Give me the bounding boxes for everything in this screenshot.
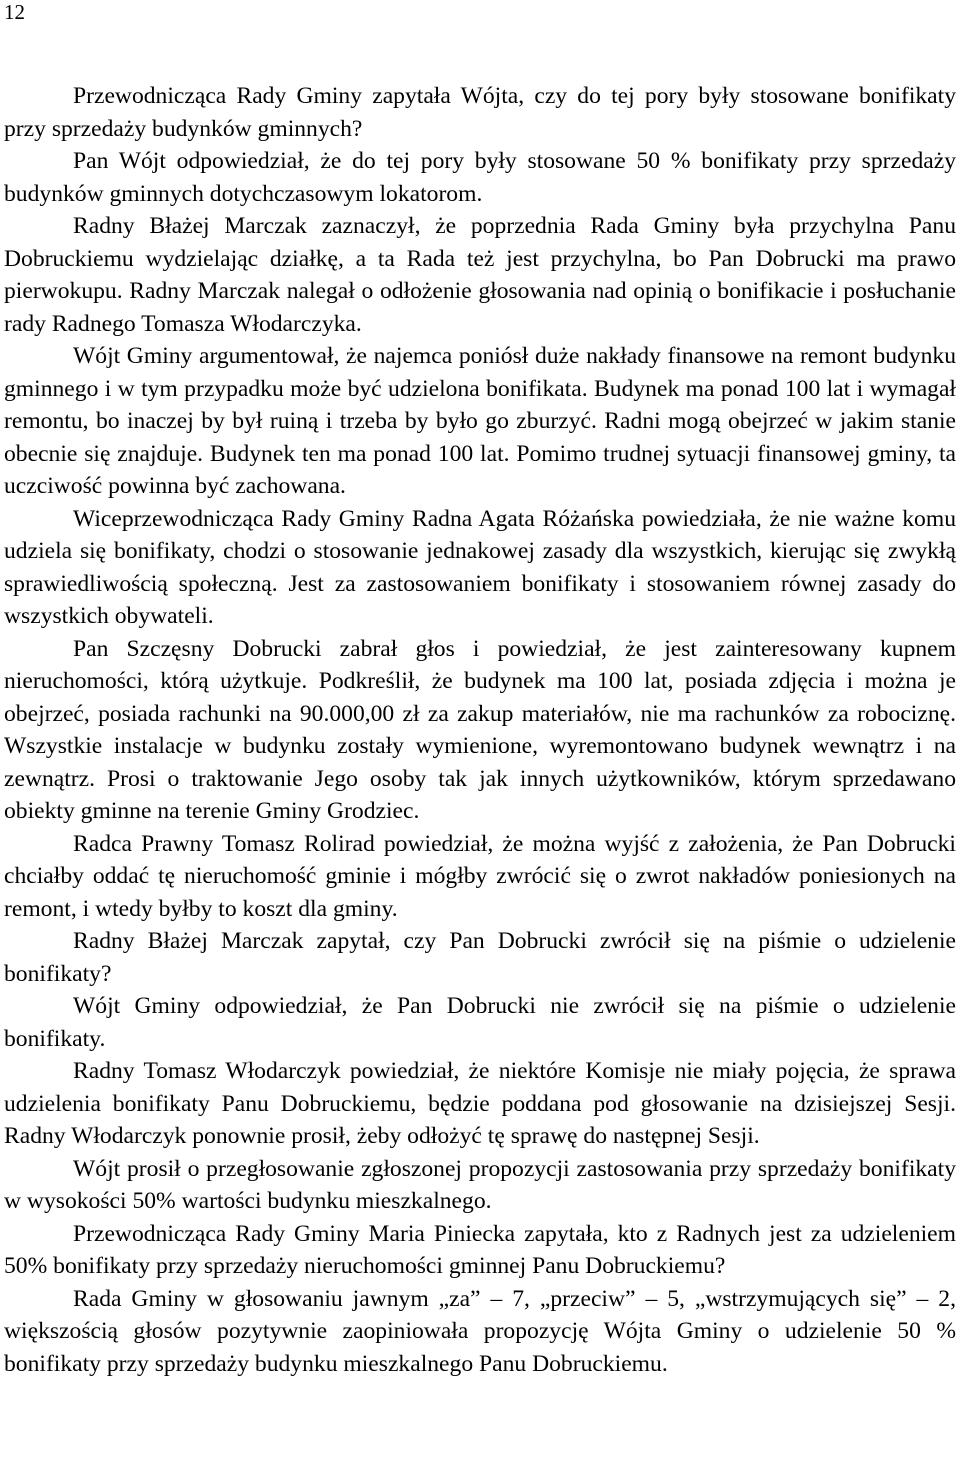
- page-number: 12: [4, 0, 25, 24]
- paragraph: Wójt Gminy argumentował, że najemca poniósł duże nakłady finansowe na remont budynku gminnego i w tym przypadku może być udzielona bonifikata. Budynek ma ponad 100 lat i wymagał remontu, bo inaczej by był ruiną i trzeba by było go zburzyć. Radni mogą obejrzeć w jakim stanie obecnie się znajduje. Budynek ten ma ponad 100 lat. Pomimo trudnej sytuacji finansowej gminy, ta uczciwość powinna być zachowana.: [4, 343, 956, 499]
- paragraph: Radca Prawny Tomasz Rolirad powiedział, że można wyjść z założenia, że Pan Dobrucki chciałby oddać tę nieruchomość gminie i mógłby zwrócić się o zwrot nakładów poniesionych na remont, i wtedy byłby to koszt dla gminy.: [4, 830, 956, 922]
- paragraph: Radny Tomasz Włodarczyk powiedział, że niektóre Komisje nie miały pojęcia, że sprawa udzielenia bonifikaty Panu Dobruckiemu, będzie poddana pod głosowanie na dzisiejszej Sesji. Radny Włodarczyk ponownie prosił, żeby odłożyć tę sprawę do następnej Sesji.: [4, 1058, 956, 1149]
- paragraph: Wiceprzewodnicząca Rady Gminy Radna Agata Różańska powiedziała, że nie ważne komu udziela się bonifikaty, chodzi o stosowanie jednakowej zasady dla wszystkich, kierując się zwykłą sprawiedliwością społeczną. Jest za zastosowaniem bonifikaty i stosowaniem równej zasady do wszystkich obywateli.: [4, 505, 956, 629]
- paragraph: Przewodnicząca Rady Gminy Maria Piniecka zapytała, kto z Radnych jest za udzieleniem 50% bonifikaty przy sprzedaży nieruchomości gminnej Panu Dobruckiemu?: [4, 1220, 956, 1279]
- paragraph: Rada Gminy w głosowaniu jawnym „za” – 7, „przeciw” – 5, „wstrzymujących się” – 2, większością głosów pozytywnie zaopiniowała propozycję Wójta Gminy o udzielenie 50 % bonifikaty przy sprzedaży budynku mieszkalnego Panu Dobruckiemu.: [4, 1285, 956, 1377]
- paragraph: Wójt Gminy odpowiedział, że Pan Dobrucki nie zwrócił się na piśmie o udzielenie bonifikaty.: [4, 993, 956, 1052]
- paragraph: Wójt prosił o przegłosowanie zgłoszonej propozycji zastosowania przy sprzedaży bonifikaty w wysokości 50% wartości budynku mieszkalnego.: [4, 1155, 956, 1214]
- paragraph: Pan Szczęsny Dobrucki zabrał głos i powiedział, że jest zainteresowany kupnem nieruchomości, którą użytkuje. Podkreślił, że budynek ma 100 lat, posiada zdjęcia i można je obejrzeć, posiada rachunki na 90.000,00 zł za zakup materiałów, nie ma rachunków za robociznę. Wszystkie instalacje w budynku zostały wymienione, wyremontowano budynek wewnątrz i na zewnątrz. Prosi o traktowanie Jego osoby tak jak innych użytkowników, którym sprzedawano obiekty gminne na terenie Gminy Grodziec.: [4, 635, 956, 824]
- paragraph: Pan Wójt odpowiedział, że do tej pory były stosowane 50 % bonifikaty przy sprzedaży budynków gminnych dotychczasowym lokatorom.: [4, 148, 956, 207]
- paragraph: Radny Błażej Marczak zapytał, czy Pan Dobrucki zwrócił się na piśmie o udzielenie bonifikaty?: [4, 928, 956, 987]
- document-body: [4, 80, 956, 1380]
- paragraph: Radny Błażej Marczak zaznaczył, że poprzednia Rada Gminy była przychylna Panu Dobruckiemu wydzielając działkę, a ta Rada też jest przychylna, bo Pan Dobrucki ma prawo pierwokupu. Radny Marczak nalegał o odłożenie głosowania nad opinią o bonifikacie i posłuchanie rady Radnego Tomasza Włodarczyka.: [4, 213, 956, 337]
- paragraph: Przewodnicząca Rady Gminy zapytała Wójta, czy do tej pory były stosowane bonifikaty przy sprzedaży budynków gminnych?: [4, 83, 956, 142]
